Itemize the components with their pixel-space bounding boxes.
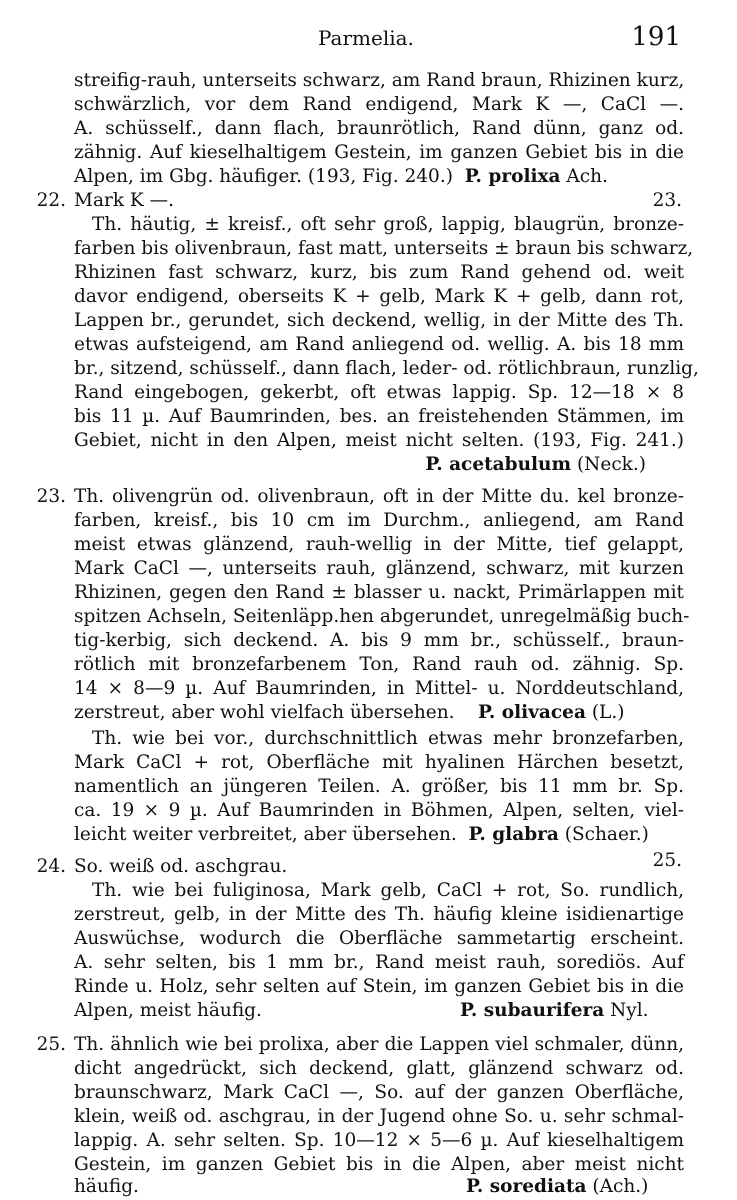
page-number: 191	[631, 22, 681, 52]
text-line: meist etwas glänzend, rauh-wellig in der Mitte, tief gelappt,	[74, 534, 684, 555]
text-line: Auswüchse, wodurch die Oberfläche sammetartig erscheint.	[74, 928, 684, 949]
text-line: Lappen br., gerundet, sich deckend, wellig, in der Mitte des Th.	[74, 310, 684, 331]
species-name: P. prolixa	[464, 166, 561, 187]
text-line: tig-kerbig, sich deckend. A. bis 9 mm br., schüsself., braun-	[74, 630, 684, 651]
text-line: dicht angedrückt, sich deckend, glatt, glänzend schwarz od.	[74, 1058, 684, 1079]
text-line: A. sehr selten, bis 1 mm br., Rand meist rauh, sorediös. Auf	[74, 952, 684, 973]
key-number: 24.	[36, 856, 66, 877]
species-author: Ach.	[566, 166, 608, 187]
text-line: klein, weiß od. aschgrau, in der Jugend ohne So. u. sehr schmal-	[74, 1106, 684, 1127]
species-author: (Ach.)	[592, 1176, 649, 1197]
species-line	[74, 454, 646, 476]
text-line: namentlich an jüngeren Teilen. A. größer, bis 11 mm br. Sp.	[74, 776, 684, 797]
text-line: Th. wie bei fuliginosa, Mark gelb, CaCl + rot, So. rundlich,	[92, 880, 684, 901]
text-line: davor endigend, oberseits K + gelb, Mark K + gelb, dann rot,	[74, 286, 684, 307]
key-reference: 23.	[652, 190, 682, 211]
text-line: ca. 19 × 9 µ. Auf Baumrinden in Böhmen, Alpen, selten, viel-	[74, 800, 684, 821]
running-header	[0, 22, 737, 56]
key-lead: Mark K —.	[74, 190, 174, 211]
species-name: P. acetabulum	[425, 454, 572, 475]
species-line	[74, 1176, 684, 1198]
text-line: 14 × 8—9 µ. Auf Baumrinden, in Mittel- u. Norddeutschland,	[74, 678, 684, 699]
text-line: Th. olivengrün od. olivenbraun, oft in der Mitte du. kel bronze-	[74, 486, 684, 507]
key-number: 25.	[36, 1034, 66, 1055]
text-line: Gebiet, nicht in den Alpen, meist nicht selten. (193, Fig. 241.)	[74, 430, 684, 451]
species-name: P. sorediata	[466, 1176, 587, 1197]
key-number: 22.	[36, 190, 66, 211]
text-span: häufig.	[74, 1176, 139, 1197]
key-reference: 25.	[652, 850, 682, 871]
text-line: streifig-rauh, unterseits schwarz, am Rand braun, Rhizinen kurz,	[74, 70, 685, 91]
text-line: farben, kreisf., bis 10 cm im Durchm., anliegend, am Rand	[74, 510, 684, 531]
species-author: (Neck.)	[576, 454, 646, 475]
key-lead: So. weiß od. aschgrau.	[74, 856, 288, 877]
text-line: Gestein, im ganzen Gebiet bis in die Alpen, aber meist nicht	[74, 1154, 684, 1175]
species-line	[74, 166, 684, 188]
species-line	[74, 702, 684, 724]
text-line: Mark CaCl —, unterseits rauh, glänzend, schwarz, mit kurzen	[74, 558, 684, 579]
species-line	[74, 824, 684, 846]
text-line: A. schüsself., dann flach, braunrötlich, Rand dünn, ganz od.	[74, 118, 684, 139]
text-line: Th. häutig, ± kreisf., oft sehr groß, lappig, blaugrün, bronze-	[92, 214, 684, 235]
text-line: lappig. A. sehr selten. Sp. 10—12 × 5—6 µ. Auf kieselhaltigem	[74, 1130, 684, 1151]
text-line: Th. ähnlich wie bei prolixa, aber die Lappen viel schmaler, dünn,	[74, 1034, 684, 1055]
text-line: bis 11 µ. Auf Baumrinden, bes. an freistehenden Stämmen, im	[74, 406, 684, 427]
species-author: Nyl.	[610, 1000, 649, 1021]
text-line: br., sitzend, schüsself., dann flach, leder- od. rötlichbraun, runzlig,	[74, 358, 699, 379]
species-line	[74, 1000, 684, 1022]
running-title: Parmelia.	[318, 26, 414, 50]
text-line: Mark CaCl + rot, Oberfläche mit hyalinen Härchen besetzt,	[74, 752, 684, 773]
text-line: etwas aufsteigend, am Rand anliegend od. wellig. A. bis 18 mm	[74, 334, 684, 355]
species-name: P. glabra	[468, 824, 559, 845]
text-line: Th. wie bei vor., durchschnittlich etwas mehr bronzefarben,	[92, 728, 684, 749]
text-line: zähnig. Auf kieselhaltigem Gestein, im ganzen Gebiet bis in die	[74, 142, 684, 163]
text-line: farben bis olivenbraun, fast matt, unterseits ± braun bis schwarz,	[74, 238, 694, 259]
text-line: Rhizinen fast schwarz, kurz, bis zum Rand gehend od. weit	[74, 262, 684, 283]
text-line: braunschwarz, Mark CaCl —, So. auf der ganzen Oberfläche,	[74, 1082, 684, 1103]
key-number: 23.	[36, 486, 66, 507]
text-span: Alpen, im Gbg. häufiger. (193, Fig. 240.)	[74, 166, 453, 187]
species-label	[466, 1176, 648, 1198]
text-span: Alpen, meist häufig.	[74, 1000, 262, 1021]
species-label	[460, 1000, 649, 1022]
text-line: schwärzlich, vor dem Rand endigend, Mark K —, CaCl —.	[74, 94, 684, 115]
text-line: Rinde u. Holz, sehr selten auf Stein, im ganzen Gebiet bis in die	[74, 976, 684, 997]
species-author: (Schaer.)	[564, 824, 649, 845]
text-span: leicht weiter verbreitet, aber übersehen.	[74, 824, 457, 845]
text-line: Rhizinen, gegen den Rand ± blasser u. nackt, Primärlappen mit	[74, 582, 684, 603]
species-name: P. olivacea	[478, 702, 586, 723]
text-span: zerstreut, aber wohl vielfach übersehen.	[74, 702, 455, 723]
text-line: Rand eingebogen, gekerbt, oft etwas lappig. Sp. 12—18 × 8	[74, 382, 684, 403]
text-line: zerstreut, gelb, in der Mitte des Th. häufig kleine isidienartige	[74, 904, 684, 925]
species-author: (L.)	[591, 702, 625, 723]
text-line: spitzen Achseln, Seitenläpp.hen abgerundet, unregelmäßig buch-	[74, 606, 690, 627]
species-name: P. subaurifera	[460, 1000, 605, 1021]
text-line: rötlich mit bronzefarbenem Ton, Rand rauh od. zähnig. Sp.	[74, 654, 684, 675]
